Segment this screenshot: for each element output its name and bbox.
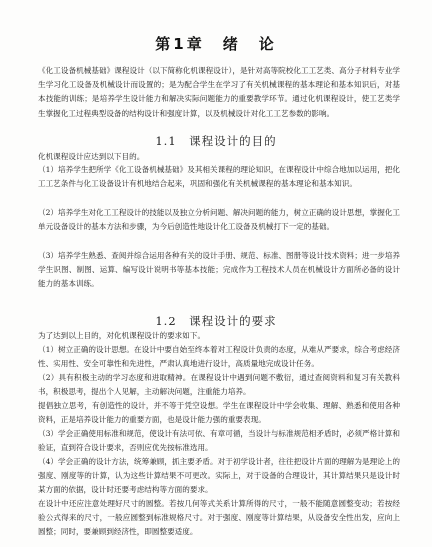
intro-paragraph: 《化工设备机械基础》课程设计（以下简称化机课程设计），是针对高等院校化工工艺类、高分子材料专业学生学习化工设备及机械设计而设置的；是为配合学生在学习了有关机械课程的基本理论和基本知识后，对基本技能的训练；是培养学生设计能力和解决实际问题能力的重要教学环节。通过化机课程设计，使工艺类学生掌握化工过程典型设备的结构设计和强度计算，以及机械设计对化工工艺参数的影响。: [38, 66, 400, 118]
section-1-item-3: （3）培养学生熟悉、查阅并综合运用各种有关的设计手册、规范、标准、图册等设计技术资料；进一步培养学生识图、制图、运算、编写设计说明书等基本技能；完成作为工程技术人员在机械设计方面所必备的设计能力的基本训练。: [38, 251, 400, 289]
section-1-item-1: （1）培养学生把所学《化工设备机械基础》及其相关课程的理论知识，在课程设计中综合地加以运用，把化工工艺条件与化工设备设计有机地结合起来，巩固和强化有关机械课程的基本理论和基本知识。: [38, 165, 400, 189]
section-2-item-1: （1）树立正确的设计思想。在设计中要自始至终本着对工程设计负责的态度，从难从严要求，综合考虑经济性、实用性、安全可靠性和先进性，严肃认真地进行设计，高质量地完成设计任务。: [38, 345, 400, 369]
section-1-title: 1.1 课程设计的目的: [155, 134, 277, 148]
chapter-title: 第1章 绪 论: [155, 35, 277, 53]
section-2-item-2: （2）具有积极主动的学习态度和进取精神。在课程设计中遇到问题不敷衍，通过查阅资料和复习有关教科书，积极思考，提出个人见解，主动解决问题，注重能力培养。: [38, 373, 400, 397]
section-1-item-2: （2）培养学生对化工工程设计的技能以及独立分析问题、解决问题的能力，树立正确的设计思想，掌握化工单元设备设计的基本方法和步骤，为今后创造性地设计化工设备及机械打下一定的基础。: [38, 208, 400, 232]
section-2-item-6: 在设计中还应注意处理好尺寸的圆整。若按几何等式关系计算所得的尺寸，一般不能随意圆整变动；若按经验公式得来的尺寸，一般应圆整到标准规格尺寸。对于强度、刚度等计算结果，从设备安全性出发，应向上圆整；同时，要兼顾到经济性，即圆整要适度。: [38, 499, 400, 537]
section-2-item-4: （3）学会正确使用标准和规范，使设计有法可依、有章可循，当设计与标准规范相矛盾时，必须严格计算和验证，直到符合设计要求，否则应优先按标准选用。: [38, 429, 400, 453]
section-2-item-5: （4）学会正确的设计方法，统筹兼顾，抓主要矛盾。对于初学设计者，往往把设计片面的理解为是理论上的强度、刚度等的计算，认为这些计算结果不可更改。实际上，对于设备的合理设计，其计算结果只是设计时某方面的依据，设计时还要考虑结构等方面的要求。: [38, 457, 400, 495]
section-2-title: 1.2 课程设计的要求: [155, 314, 277, 328]
section-2-item-3: 提倡独立思考，有创造性的设计，并不等于凭空设想。学生在课程设计中学会收集、理解、熟悉和使用各种资料，正是培养设计能力的重要方面，也是设计能力强的重要表现。: [38, 401, 400, 425]
section-2-lead: 为了达到以上目的，对化机课程设计的要求如下。: [38, 331, 206, 340]
section-1-lead: 化机课程设计应达到以下目的。: [38, 152, 145, 161]
